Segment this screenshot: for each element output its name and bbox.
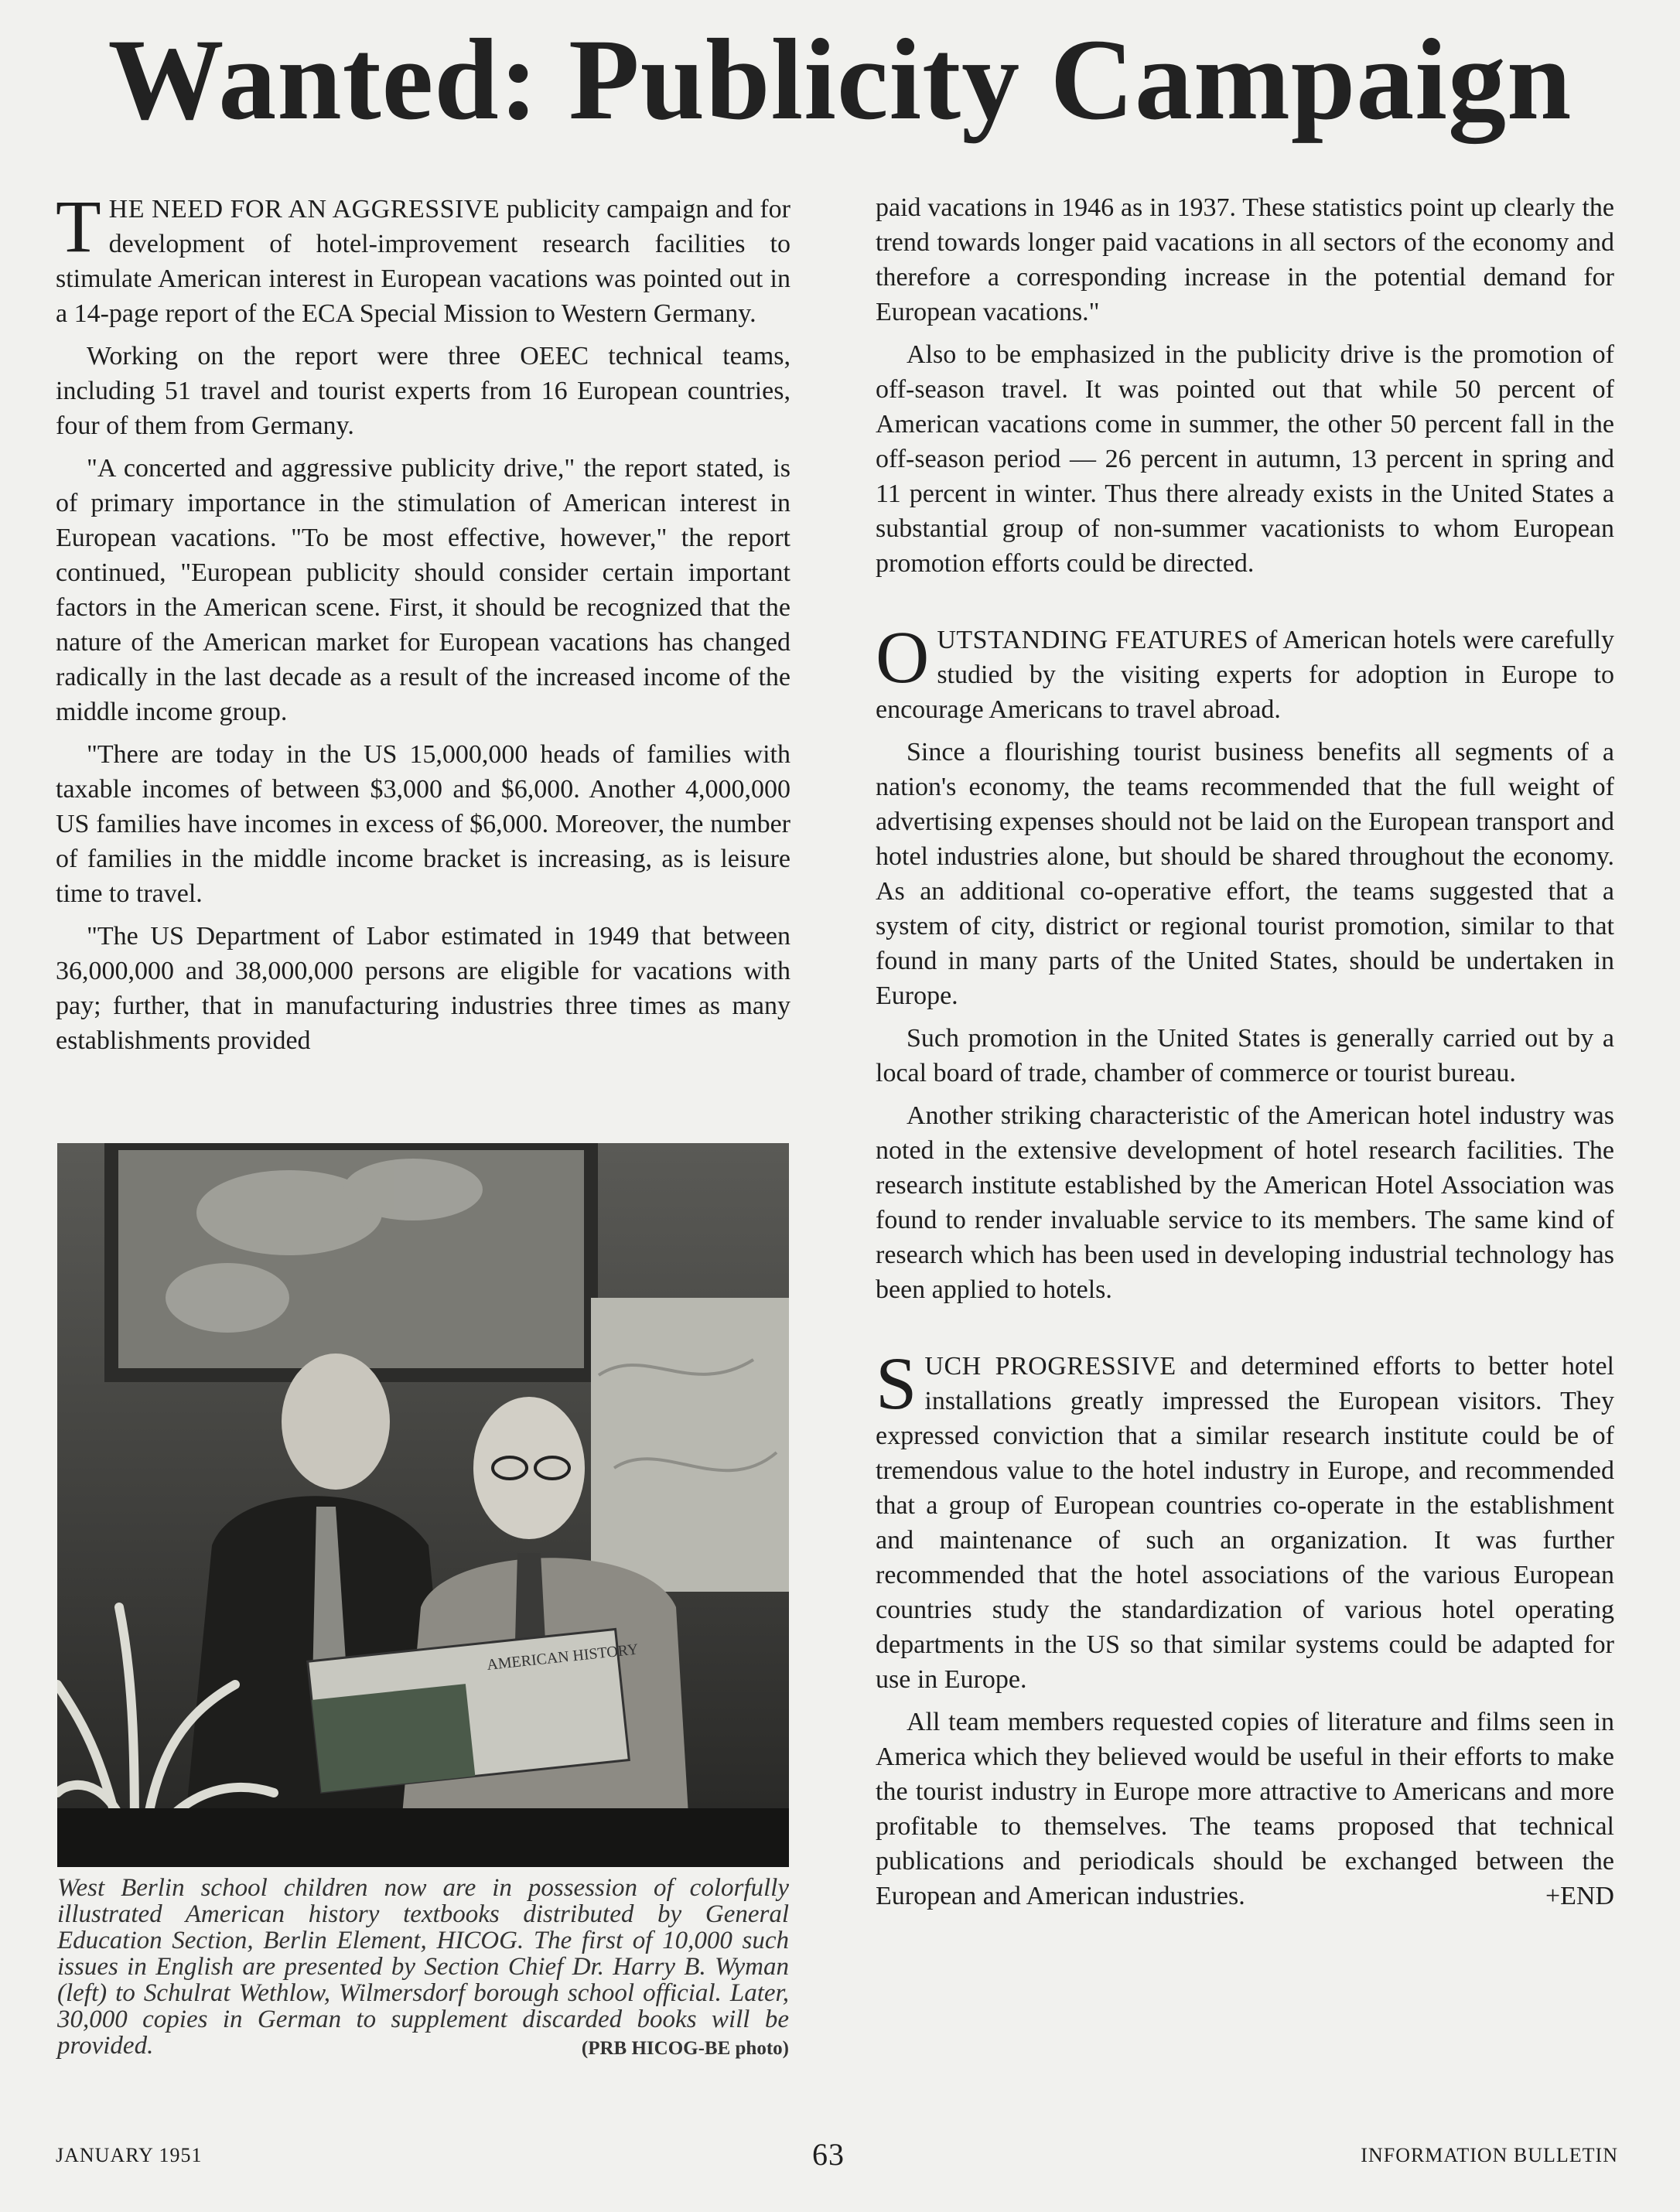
- page-number: 63: [812, 2137, 845, 2172]
- caption-text: West Berlin school children now are in possession of colorfully illustrated American history textbooks distributed by General Education Section, Berlin Element, HICOG. The first of 10,000 such issues in English are presented by Section Chief Dr. Harry B. Wyman (left) to Schulrat Wethlow, Wilmersdorf borough school official. Later, 30,000 copies in German to supplement discarded books will be provided.: [57, 1874, 789, 2060]
- final-paragraph: [876, 1705, 1614, 1913]
- footer-publication: INFORMATION BULLETIN: [1361, 2144, 1618, 2166]
- drop-cap: O: [876, 616, 930, 698]
- right-column: [876, 190, 1614, 1921]
- drop-cap: T: [56, 185, 101, 268]
- lead-caps: UTSTANDING FEATURES: [937, 626, 1249, 654]
- photo: [57, 1143, 789, 1867]
- footer-date: JANUARY 1951: [56, 2144, 203, 2166]
- end-mark: +END: [1545, 1882, 1614, 1910]
- paragraph: Another striking characteristic of the American hotel industry was noted in the extensive development of hotel research facilities. The research institute established by the American Hotel Association was found to render invaluable service to its members. The same kind of research which has been used in developing industrial technology has been applied to hotels.: [876, 1101, 1614, 1304]
- paragraph: Also to be emphasized in the publicity drive is the promotion of off-season travel. It was pointed out that while 50 percent of American vacations come in summer, the other 50 percent fall in the off-season period — 26 percent in autumn, 13 percent in spring and 11 percent in winter. Thus there already exists in the United States a substantial group of non-summer vacationists to whom European promotion efforts could be directed.: [876, 340, 1614, 578]
- lead-caps: HE NEED FOR AN AGGRESSIVE: [108, 195, 500, 224]
- lead-caps: UCH PROGRESSIVE: [924, 1352, 1176, 1381]
- paragraph-text: All team members requested copies of literature and films seen in America which they believed would be useful in their efforts to make the tourist industry in Europe more attractive to Americans and more profitable to themselves. The teams proposed that technical publications and periodicals should be exchanged between the European and American industries.: [876, 1708, 1614, 1910]
- photo-credit: (PRB HICOG-BE photo): [581, 2038, 789, 2059]
- paragraph-text: of American hotels were carefully studied by the visiting experts for adoption in Europe to encourage Americans to travel abroad.: [876, 626, 1615, 724]
- photo-illustration: [57, 1143, 789, 1867]
- page-title: Wanted: Publicity Campaign: [108, 15, 1572, 144]
- section-lead-paragraph: [876, 1342, 1614, 1697]
- drop-cap: S: [876, 1342, 917, 1425]
- paragraph: "There are today in the US 15,000,000 heads of families with taxable incomes of between $3,000 and $6,000. Another 4,000,000 US families have incomes in excess of $6,000. Moreover, the number of families in the middle income bracket is increasing, as is leisure time to travel.: [56, 740, 790, 908]
- photo-caption: [57, 1875, 789, 2062]
- book-title: AMERICAN HISTORY: [486, 1640, 640, 1674]
- paragraph: "The US Department of Labor estimated in 1949 that between 36,000,000 and 38,000,000 persons are eligible for vacations with pay; further, that in manufacturing industries three times as many establishments provided: [56, 922, 790, 1055]
- paragraph: Working on the report were three OEEC technical teams, including 51 travel and tourist experts from 16 European countries, four of them from Germany.: [56, 342, 790, 440]
- paragraph-text: and determined efforts to better hotel installations greatly impressed the European visitors. They expressed conviction that a similar research institute could be of tremendous value to the hotel industry in Europe, and recommended that a group of European countries co-operate in the establishment and maintenance of such an organization. It was further recommended that the hotel associations of the various European countries study the standardization of various hotel operating departments in the US so that similar systems could be adapted for use in Europe.: [876, 1352, 1614, 1694]
- paragraph: Since a flourishing tourist business benefits all segments of a nation's economy, the teams recommended that the full weight of advertising expenses should not be laid on the European transport and hotel industries alone, but should be shared throughout the economy. As an additional co-operative effort, the teams suggested that a system of city, district or regional tourist promotion, similar to that found in many parts of the United States, should be undertaken in Europe.: [876, 738, 1614, 1010]
- paragraph-text: publicity campaign and for development of hotel-improvement research facilities to stimulate American interest in European vacations was pointed out in a 14-page report of the ECA Special Mission to Western Germany.: [56, 195, 791, 328]
- section-lead-paragraph: [876, 616, 1615, 727]
- paragraph: paid vacations in 1946 as in 1937. These statistics point up clearly the trend towards longer paid vacations in all sectors of the economy and therefore a corresponding increase in the potential demand for European vacations.": [876, 193, 1614, 326]
- lead-paragraph: [56, 185, 791, 331]
- paragraph: "A concerted and aggressive publicity drive," the report stated, is of primary importance in the stimulation of American interest in European vacations. "To be most effective, however," the report continued, "European publicity should consider certain important factors in the American scene. First, it should be recognized that the nature of the American market for European vacations has changed radically in the last decade as a result of the increased income of the middle income group.: [56, 454, 790, 726]
- paragraph: Such promotion in the United States is generally carried out by a local board of trade, chamber of commerce or tourist bureau.: [876, 1024, 1614, 1087]
- left-column: [56, 185, 791, 1066]
